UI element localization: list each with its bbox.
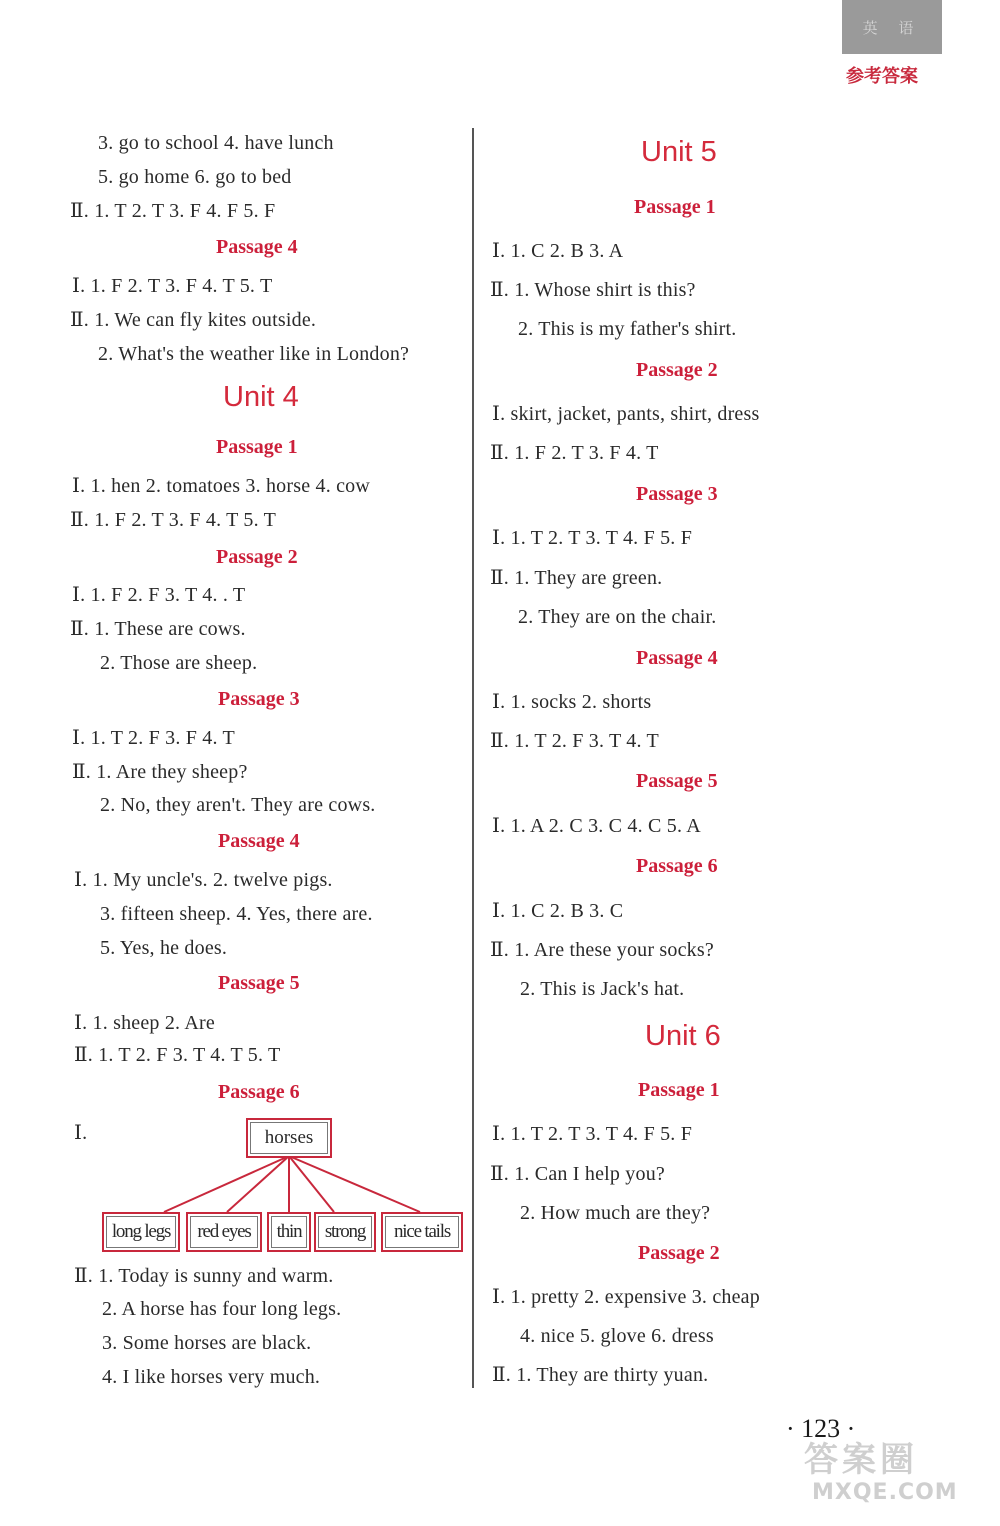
answer-line: 3. go to school 4. have lunch	[98, 132, 334, 154]
answer-line: 2. How much are they?	[520, 1202, 711, 1224]
passage-heading: Passage 2	[216, 546, 298, 568]
word-map-leaf-label: strong	[318, 1216, 372, 1248]
answer-line: Ⅱ. 1. Are they sheep?	[72, 761, 248, 783]
passage-heading: Passage 4	[216, 236, 298, 258]
answer-line: 3. Some horses are black.	[102, 1332, 312, 1354]
answer-line: Ⅰ. 1. A 2. C 3. C 4. C 5. A	[492, 815, 701, 837]
answer-line: 2. This is Jack's hat.	[520, 978, 685, 1000]
answer-line: Ⅱ. 1. These are cows.	[70, 618, 246, 640]
word-map-leaf-label: long legs	[106, 1216, 176, 1248]
answer-line: Ⅱ. 1. T 2. F 3. T 4. T 5. T	[74, 1044, 281, 1066]
unit-heading: Unit 4	[223, 381, 299, 413]
answer-line: Ⅱ. 1. Can I help you?	[490, 1163, 665, 1185]
answer-line: Ⅰ. 1. T 2. F 3. F 4. T	[72, 727, 235, 749]
watermark-url: MXQE.COM	[812, 1480, 958, 1505]
watermark	[804, 1440, 958, 1506]
answer-line: 5. Yes, he does.	[100, 937, 228, 959]
answer-line: 2. No, they aren't. They are cows.	[100, 794, 376, 816]
word-map-leaf	[186, 1212, 262, 1252]
word-map-leaf	[267, 1212, 311, 1252]
word-map-leaf	[381, 1212, 463, 1252]
answer-line: Ⅰ. 1. C 2. B 3. C	[492, 900, 624, 922]
answer-key-label: 参考答案	[846, 66, 918, 87]
passage-heading: Passage 3	[636, 483, 718, 505]
answer-line: 4. I like horses very much.	[102, 1366, 321, 1388]
answer-line: Ⅰ. 1. T 2. T 3. T 4. F 5. F	[492, 527, 693, 549]
answer-line: Ⅱ. 1. Are these your socks?	[490, 939, 714, 961]
answer-line: Ⅰ. 1. C 2. B 3. A	[492, 240, 624, 262]
answer-line: Ⅰ. 1. sheep 2. Are	[74, 1012, 215, 1034]
answer-line: Ⅱ. 1. They are thirty yuan.	[492, 1364, 709, 1386]
word-map-leaf-label: thin	[271, 1216, 307, 1248]
passage-heading: Passage 5	[636, 770, 718, 792]
passage-heading: Passage 4	[636, 647, 718, 669]
passage-heading: Passage 4	[218, 830, 300, 852]
passage-heading: Passage 6	[636, 855, 718, 877]
subject-badge-text: 英 语	[862, 18, 922, 37]
watermark-logo: 答案圈	[804, 1440, 918, 1480]
passage-heading: Passage 6	[218, 1081, 300, 1103]
word-map-leaf-label: red eyes	[190, 1216, 258, 1248]
word-map-leaf	[314, 1212, 376, 1252]
passage-heading: Passage 3	[218, 688, 300, 710]
word-map-root-label: horses	[250, 1122, 328, 1154]
answer-line: Ⅰ. skirt, jacket, pants, shirt, dress	[492, 403, 760, 425]
answer-line: Ⅱ. 1. They are green.	[490, 567, 663, 589]
word-map-root	[246, 1118, 332, 1158]
answer-line: Ⅱ. 1. Whose shirt is this?	[490, 279, 696, 301]
passage-heading: Passage 2	[638, 1242, 720, 1264]
answer-line: 4. nice 5. glove 6. dress	[520, 1325, 714, 1347]
answer-line: Ⅰ.	[74, 1122, 88, 1144]
answer-line: Ⅰ. 1. hen 2. tomatoes 3. horse 4. cow	[72, 475, 371, 497]
answer-line: Ⅱ. 1. T 2. F 3. T 4. T	[490, 730, 659, 752]
answer-line: Ⅱ. 1. T 2. T 3. F 4. F 5. F	[70, 200, 276, 222]
answer-line: 2. What's the weather like in London?	[98, 343, 410, 365]
answer-line: 2. This is my father's shirt.	[518, 318, 737, 340]
passage-heading: Passage 1	[216, 436, 298, 458]
answer-line: Ⅰ. 1. F 2. F 3. T 4. . T	[72, 584, 246, 606]
word-map-leaf	[102, 1212, 180, 1252]
answer-line: Ⅰ. 1. pretty 2. expensive 3. cheap	[492, 1286, 760, 1308]
answer-line: 2. A horse has four long legs.	[102, 1298, 342, 1320]
answer-line: 3. fifteen sheep. 4. Yes, there are.	[100, 903, 373, 925]
answer-line: Ⅱ. 1. F 2. T 3. F 4. T	[490, 442, 659, 464]
answer-line: 5. go home 6. go to bed	[98, 166, 292, 188]
answer-line: 2. Those are sheep.	[100, 652, 258, 674]
page-number: · 123 ·	[786, 1414, 856, 1443]
passage-heading: Passage 5	[218, 972, 300, 994]
unit-heading: Unit 6	[645, 1020, 721, 1052]
unit-heading: Unit 5	[641, 136, 717, 168]
word-map-leaf-label: nice tails	[385, 1216, 459, 1248]
answer-line: Ⅰ. 1. My uncle's. 2. twelve pigs.	[74, 869, 333, 891]
passage-heading: Passage 2	[636, 359, 718, 381]
answer-line: Ⅱ. 1. Today is sunny and warm.	[74, 1265, 334, 1287]
answer-line: Ⅰ. 1. socks 2. shorts	[492, 691, 652, 713]
answer-line: Ⅰ. 1. F 2. T 3. F 4. T 5. T	[72, 275, 273, 297]
passage-heading: Passage 1	[638, 1079, 720, 1101]
answer-line: Ⅰ. 1. T 2. T 3. T 4. F 5. F	[492, 1123, 693, 1145]
answer-line: 2. They are on the chair.	[518, 606, 717, 628]
answer-line: Ⅱ. 1. F 2. T 3. F 4. T 5. T	[70, 509, 277, 531]
passage-heading: Passage 1	[634, 196, 716, 218]
answer-line: Ⅱ. 1. We can fly kites outside.	[70, 309, 317, 331]
